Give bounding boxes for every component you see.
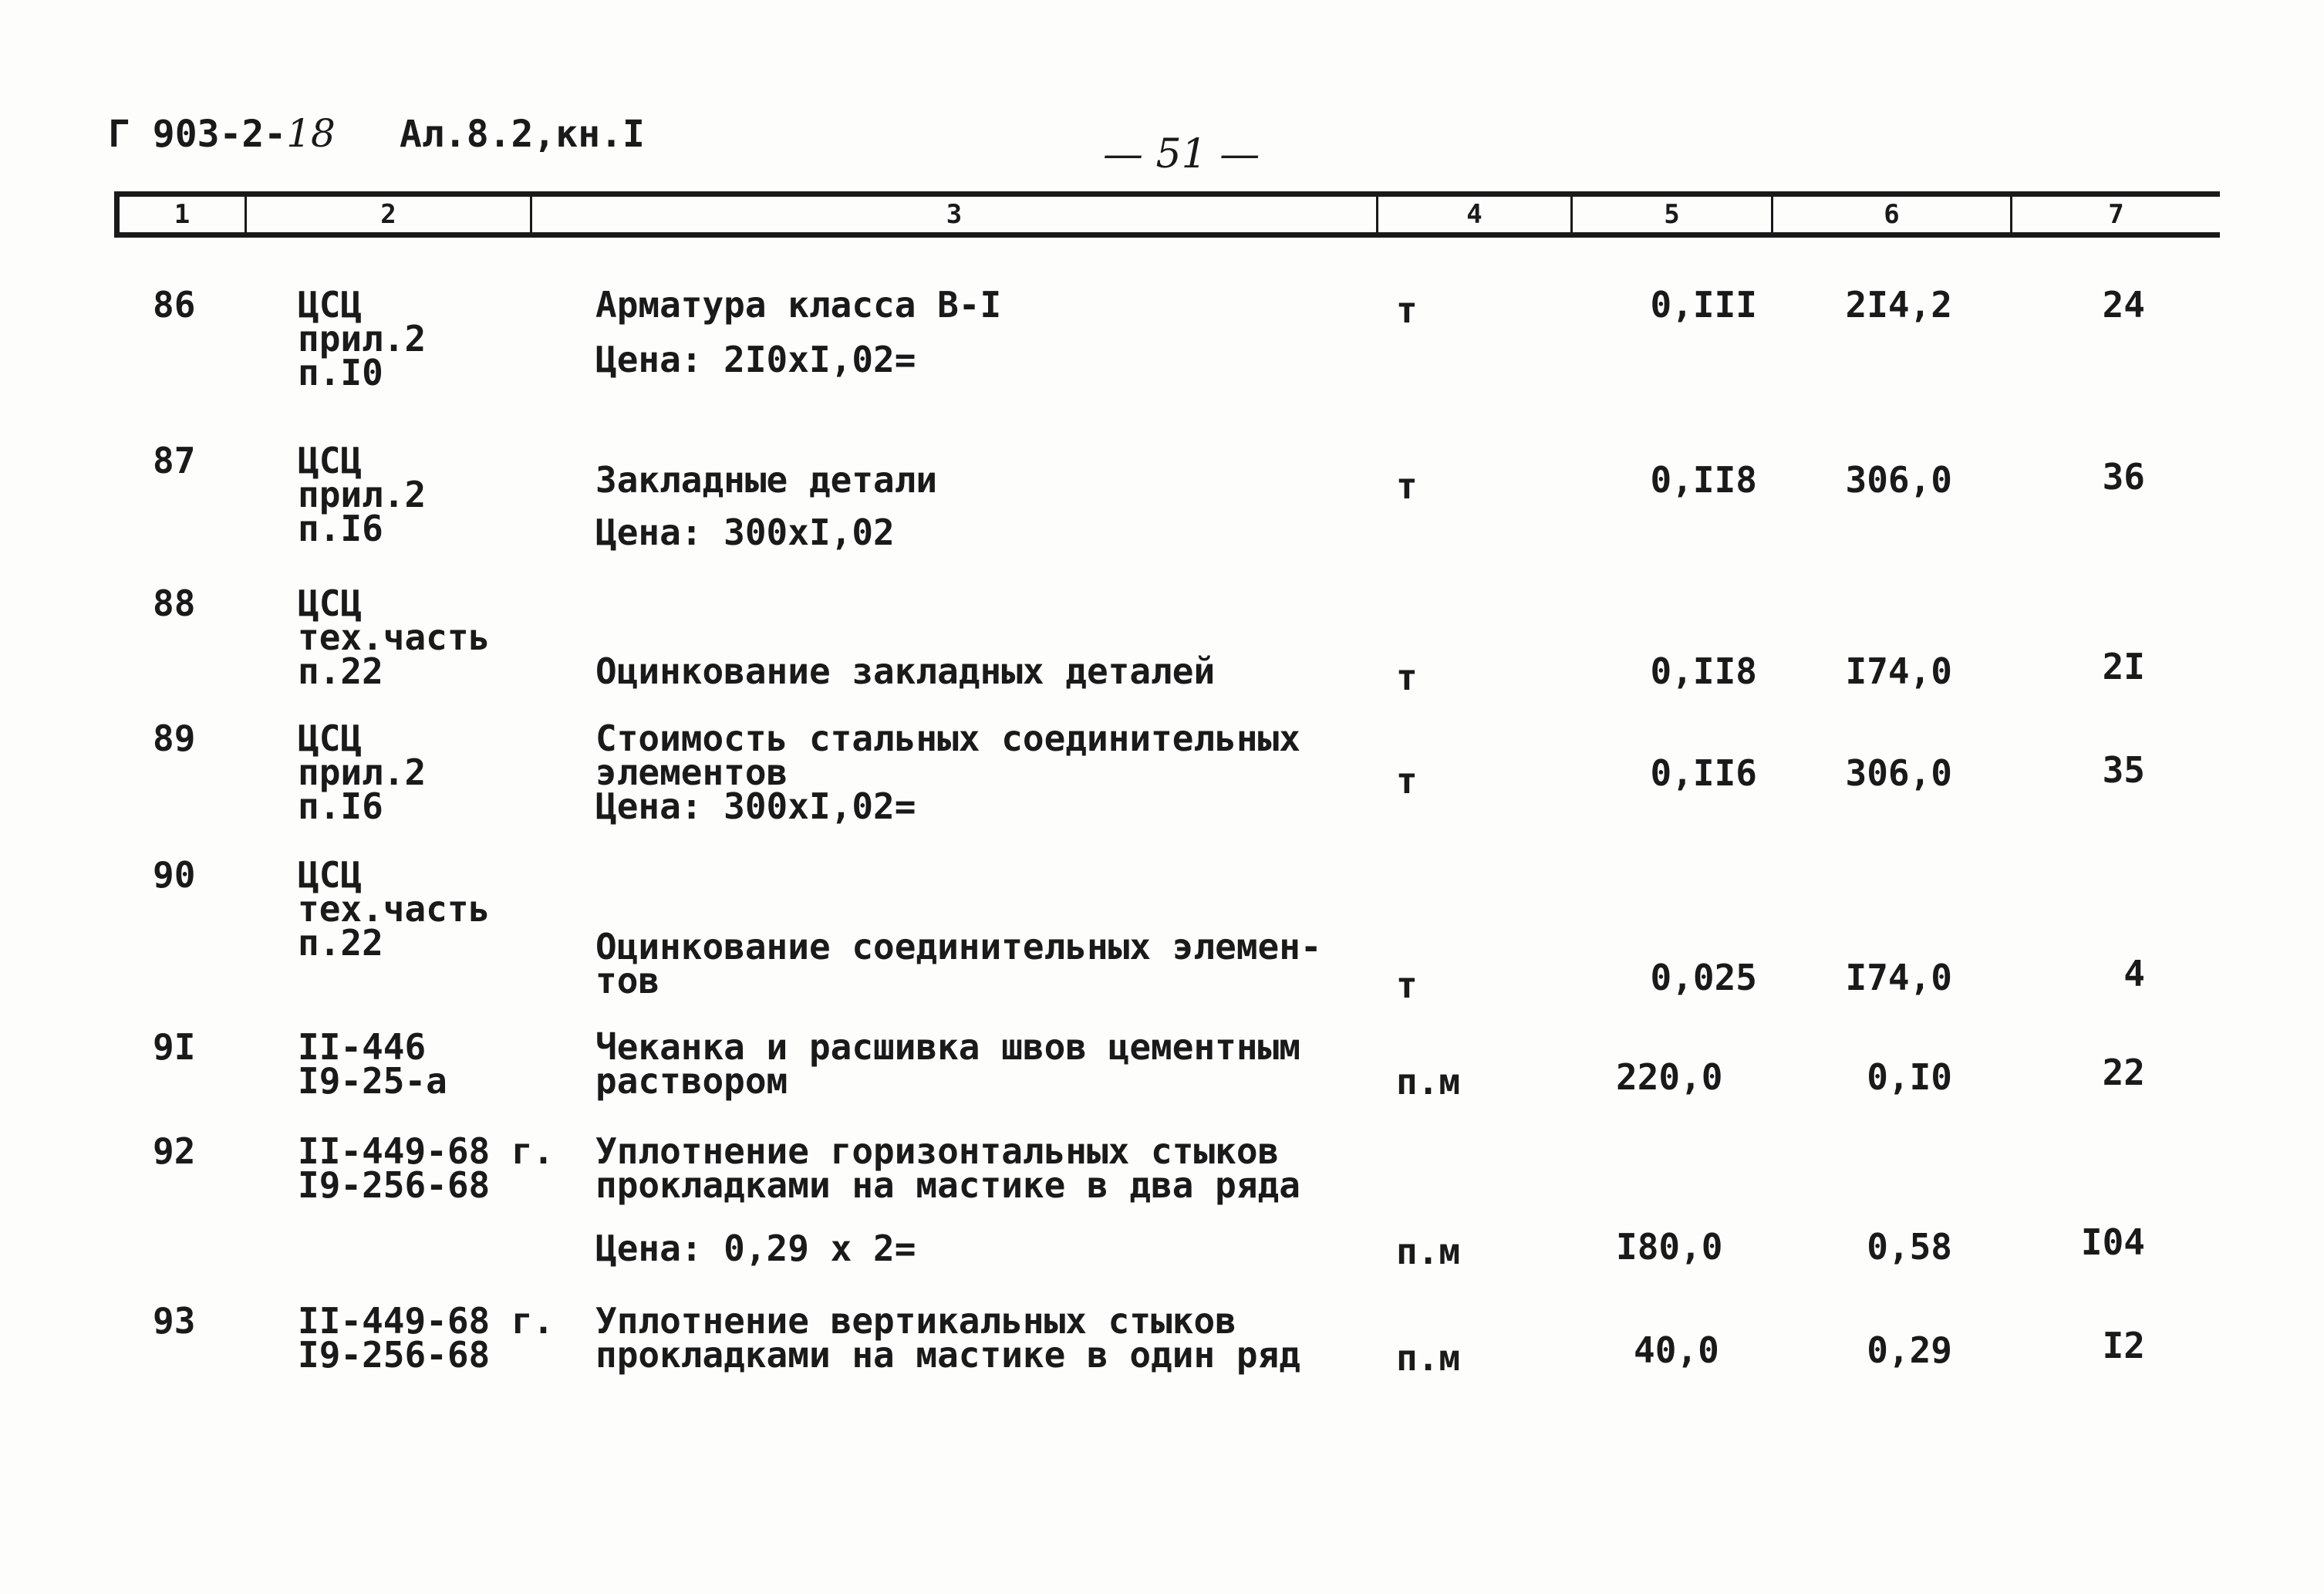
row-quantity: 0,025: [1650, 957, 1757, 998]
column-number-3: 3: [532, 197, 1378, 232]
project-reference-number: 18: [286, 111, 336, 156]
row-number: 89: [153, 718, 196, 759]
project-reference: [108, 111, 336, 156]
row-number: 92: [153, 1130, 196, 1172]
column-number-1: 1: [120, 197, 247, 232]
row-price-note: Цена: 2I0xI,02=: [595, 339, 916, 380]
row-basis: II-449-68 г. I9-256-68: [298, 1130, 555, 1206]
row-unit: п.м: [1396, 1337, 1461, 1379]
row-name: Оцинкование соединительных элемен- тов: [595, 926, 1322, 1001]
row-number: 9I: [153, 1026, 196, 1068]
row-unit: т: [1396, 289, 1418, 331]
row-unit-price: I74,0: [1845, 650, 1952, 692]
row-price-note: Цена: 300xI,02: [595, 512, 895, 553]
column-number-2: 2: [247, 197, 532, 232]
row-unit-price: 306,0: [1845, 752, 1952, 794]
row-quantity: 0,II8: [1650, 650, 1757, 692]
row-basis: ЦСЦ прил.2 п.I6: [298, 440, 427, 549]
column-number-4: 4: [1378, 197, 1573, 232]
row-unit-price: I74,0: [1845, 957, 1952, 998]
row-total-cost: 35: [2102, 749, 2145, 791]
row-number: 87: [153, 440, 196, 481]
row-total-cost: 22: [2102, 1052, 2145, 1093]
project-reference-prefix: Г 903-2-: [108, 113, 287, 156]
row-total-cost: 24: [2102, 284, 2145, 326]
row-total-cost: 36: [2102, 456, 2145, 498]
row-name: Уплотнение горизонтальных стыков прокладками на мастике в два ряда: [595, 1130, 1300, 1206]
row-number: 86: [153, 284, 196, 326]
row-unit: т: [1396, 964, 1418, 1006]
row-total-cost: I2: [2102, 1325, 2145, 1366]
row-unit: т: [1396, 465, 1418, 507]
row-price-note: Цена: 0,29 x 2=: [595, 1228, 916, 1269]
row-unit: п.м: [1396, 1231, 1461, 1272]
row-unit-price: 0,I0: [1867, 1056, 1952, 1098]
row-quantity: 0,II8: [1650, 459, 1757, 501]
row-name: Стоимость стальных соединительных элементов Цена: 300xI,02=: [595, 718, 1300, 827]
row-name: Закладные детали: [595, 459, 938, 501]
row-number: 93: [153, 1300, 196, 1342]
row-quantity: 0,III: [1650, 284, 1757, 326]
row-unit: т: [1396, 657, 1418, 698]
row-basis: II-449-68 г. I9-256-68: [298, 1300, 555, 1376]
column-number-row: [114, 191, 2220, 238]
row-number: 88: [153, 583, 196, 624]
row-unit-price: 306,0: [1845, 459, 1952, 501]
row-quantity: I80,0: [1616, 1226, 1723, 1268]
column-number-5: 5: [1573, 197, 1773, 232]
row-total-cost: I04: [2080, 1221, 2145, 1263]
row-basis: ЦСЦ тех.часть п.22: [298, 854, 491, 964]
row-basis: ЦСЦ тех.часть п.22: [298, 583, 491, 692]
row-quantity: 0,II6: [1650, 752, 1757, 794]
album-reference: Ал.8.2,кн.I: [400, 113, 645, 156]
row-unit-price: 0,29: [1867, 1329, 1952, 1371]
column-number-6: 6: [1773, 197, 2012, 232]
row-total-cost: 4: [2123, 953, 2145, 995]
row-quantity: 220,0: [1616, 1056, 1723, 1098]
row-unit-price: 0,58: [1867, 1226, 1952, 1268]
row-total-cost: 2I: [2102, 646, 2145, 687]
row-name: Уплотнение вертикальных стыков прокладками на мастике в один ряд: [595, 1300, 1300, 1376]
row-quantity: 40,0: [1634, 1329, 1719, 1371]
row-unit: п.м: [1396, 1061, 1461, 1103]
page-number: — 51 —: [1103, 131, 1260, 177]
row-basis: ЦСЦ прил.2 п.I0: [298, 284, 427, 393]
row-basis: II-446 I9-25-а: [298, 1026, 447, 1102]
row-number: 90: [153, 854, 196, 896]
row-name: Чеканка и расшивка швов цементным раствором: [595, 1026, 1300, 1102]
column-number-7: 7: [2108, 199, 2124, 230]
row-name: Оцинкование закладных деталей: [595, 650, 1216, 692]
row-unit-price: 2I4,2: [1845, 284, 1952, 326]
row-name: Арматура класса В-I: [595, 284, 1002, 326]
row-basis: ЦСЦ прил.2 п.I6: [298, 718, 427, 827]
row-unit: т: [1396, 760, 1418, 802]
